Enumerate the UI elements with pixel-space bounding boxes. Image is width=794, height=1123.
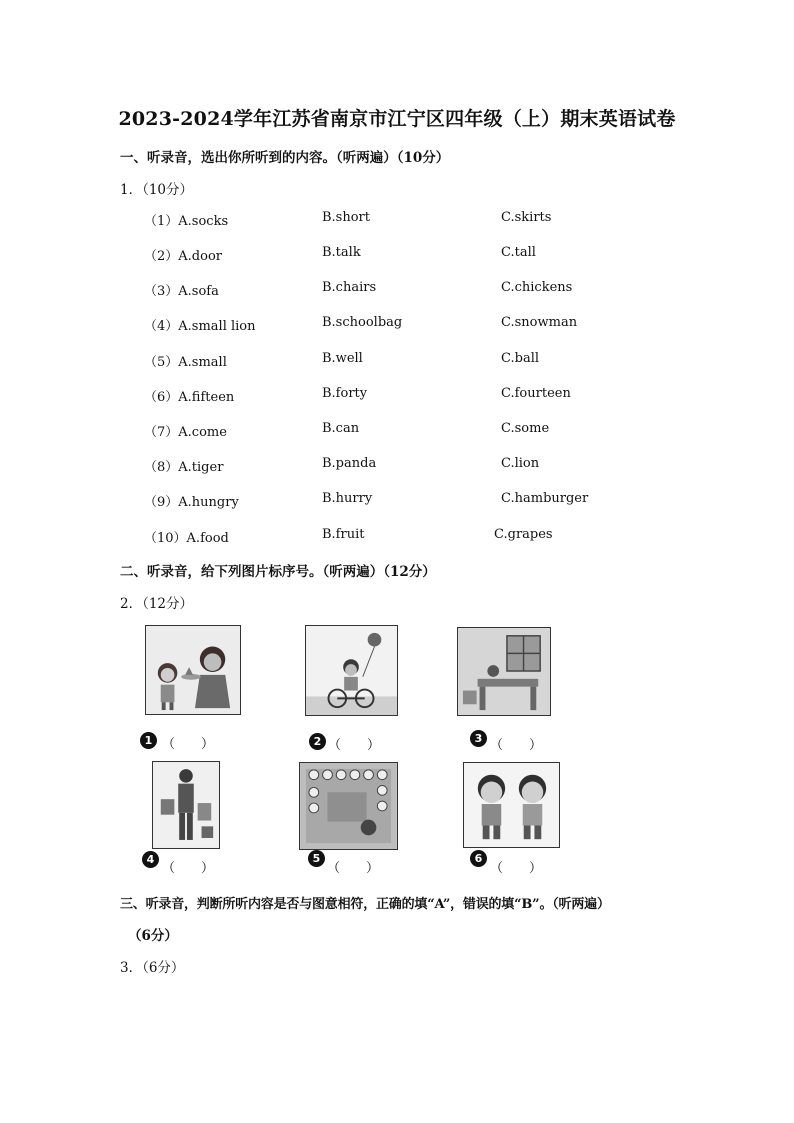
option-b: B.hurry [322,491,373,506]
picture-5-board-game-image [299,762,398,850]
option-c: C.some [501,421,550,436]
option-a: （5）A.small [144,355,227,370]
picture-4-number-badge: 4 [142,851,159,868]
option-row [0,315,794,335]
page-title: 2023-2024学年江苏省南京市江宁区四年级（上）期末英语试卷 [118,108,676,130]
option-b: B.can [322,421,360,436]
option-row [0,210,794,230]
option-a: （4）A.small lion [144,319,256,334]
option-b: B.talk [322,245,361,260]
question-1-label: 1．（10分） [120,182,194,198]
option-row [0,527,794,547]
option-c: C.chickens [501,280,573,295]
picture-5-number-badge: 5 [308,850,325,867]
picture-6-answer-blank[interactable]: （ ） [490,861,543,876]
section-3-heading-score: （6分） [128,928,178,944]
option-c: C.hamburger [501,491,589,506]
picture-6-number-badge: 6 [470,850,487,867]
option-row [0,245,794,265]
picture-4-man-image [152,761,220,849]
option-b: B.short [322,210,370,225]
picture-6-boys-image [463,762,560,848]
picture-1-number-badge: 1 [140,732,157,749]
option-a: （10）A.food [144,531,229,546]
option-c: C.lion [501,456,540,471]
picture-1-girls-image [145,625,241,715]
question-2-label: 2．（12分） [120,596,194,612]
option-a: （9）A.hungry [144,495,239,510]
picture-3-answer-blank[interactable]: （ ） [490,738,543,753]
option-a: （3）A.sofa [144,284,219,299]
option-row [0,456,794,476]
option-c: C.grapes [494,527,553,542]
option-c: C.skirts [501,210,552,225]
option-row [0,421,794,441]
picture-2-number-badge: 2 [309,733,326,750]
option-b: B.chairs [322,280,377,295]
option-a: （8）A.tiger [144,460,224,475]
picture-4-answer-blank[interactable]: （ ） [162,861,215,876]
option-c: C.fourteen [501,386,571,401]
option-c: C.snowman [501,315,578,330]
option-a: （6）A.fifteen [144,390,235,405]
option-b: B.schoolbag [322,315,403,330]
option-c: C.ball [501,351,540,366]
question-3-label: 3．（6分） [120,960,185,976]
picture-5-answer-blank[interactable]: （ ） [327,861,380,876]
section-1-heading: 一、听录音，选出你所听到的内容。（听两遍）（10分） [120,150,450,166]
option-row [0,351,794,371]
section-2-heading: 二、听录音，给下列图片标序号。（听两遍）（12分） [120,564,436,580]
picture-3-number-badge: 3 [470,730,487,747]
option-a: （2）A.door [144,249,222,264]
option-b: B.panda [322,456,377,471]
option-b: B.fruit [322,527,365,542]
option-a: （1）A.socks [144,214,229,229]
option-row [0,491,794,511]
picture-3-room-image [457,627,551,716]
picture-2-answer-blank[interactable]: （ ） [328,738,381,753]
picture-1-answer-blank[interactable]: （ ） [162,737,215,752]
option-a: （7）A.come [144,425,227,440]
option-b: B.well [322,351,363,366]
option-row [0,386,794,406]
option-b: B.forty [322,386,368,401]
option-row [0,280,794,300]
option-c: C.tall [501,245,536,260]
picture-2-boy-bicycle-image [305,625,398,716]
section-3-heading: 三、听录音，判断所听内容是否与图意相符，正确的填“A”，错误的填“B”。（听两遍） [120,897,610,912]
